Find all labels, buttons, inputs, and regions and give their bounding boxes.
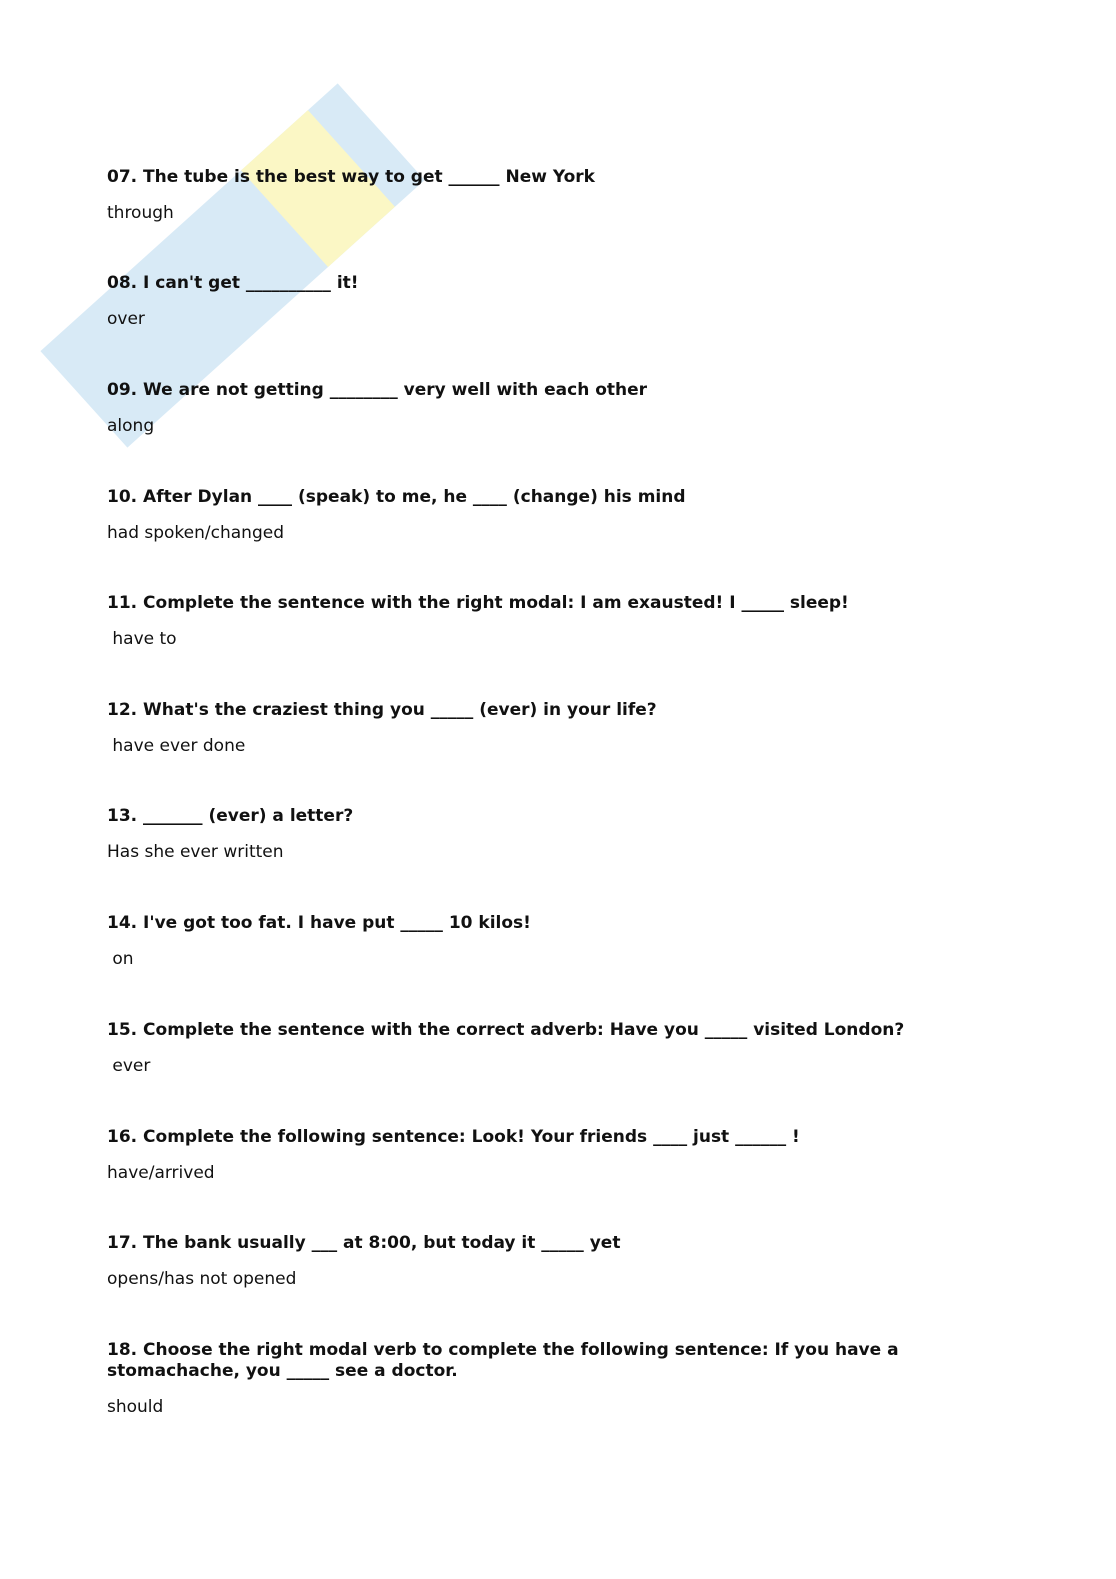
question-item bbox=[107, 167, 907, 224]
question-item bbox=[107, 700, 907, 757]
answer-text: have ever done bbox=[107, 736, 246, 756]
answer-text: ever bbox=[107, 1056, 151, 1076]
question-item bbox=[107, 380, 907, 437]
question-text: 08. I can't get __________ it! bbox=[107, 273, 359, 293]
question-item bbox=[107, 1233, 907, 1290]
answer-text: opens/has not opened bbox=[107, 1269, 297, 1289]
answer-text: should bbox=[107, 1397, 164, 1417]
question-text: 09. We are not getting ________ very well with each other bbox=[107, 380, 648, 400]
question-text: 07. The tube is the best way to get ______ New York bbox=[107, 167, 595, 187]
question-text: 13. _______ (ever) a letter? bbox=[107, 806, 354, 826]
answer-text: along bbox=[107, 416, 155, 436]
answer-text: over bbox=[107, 309, 145, 329]
answer-text: have/arrived bbox=[107, 1163, 215, 1183]
question-text: 10. After Dylan ____ (speak) to me, he ____ (change) his mind bbox=[107, 487, 686, 507]
answer-text: on bbox=[107, 949, 134, 969]
answer-text: have to bbox=[107, 629, 177, 649]
question-text: 15. Complete the sentence with the correct adverb: Have you _____ visited London? bbox=[107, 1020, 905, 1040]
question-item bbox=[107, 593, 907, 650]
question-item bbox=[107, 1020, 907, 1077]
question-text: 17. The bank usually ___ at 8:00, but today it _____ yet bbox=[107, 1233, 621, 1253]
answer-text: had spoken/changed bbox=[107, 523, 284, 543]
question-item bbox=[107, 1127, 907, 1184]
question-text: 12. What's the craziest thing you _____ (ever) in your life? bbox=[107, 700, 657, 720]
question-text: 18. Choose the right modal verb to complete the following sentence: If you have a stomachache, you _____ see a doctor. bbox=[107, 1340, 905, 1381]
question-text: 11. Complete the sentence with the right modal: I am exausted! I _____ sleep! bbox=[107, 593, 849, 613]
answer-text: through bbox=[107, 203, 174, 223]
question-item bbox=[107, 806, 907, 863]
question-item bbox=[107, 273, 907, 330]
question-text: 16. Complete the following sentence: Look! Your friends ____ just ______ ! bbox=[107, 1127, 800, 1147]
answer-text: Has she ever written bbox=[107, 842, 284, 862]
question-text: 14. I've got too fat. I have put _____ 10 kilos! bbox=[107, 913, 531, 933]
question-item bbox=[107, 913, 907, 970]
question-item bbox=[107, 487, 907, 544]
question-item bbox=[107, 1340, 907, 1418]
